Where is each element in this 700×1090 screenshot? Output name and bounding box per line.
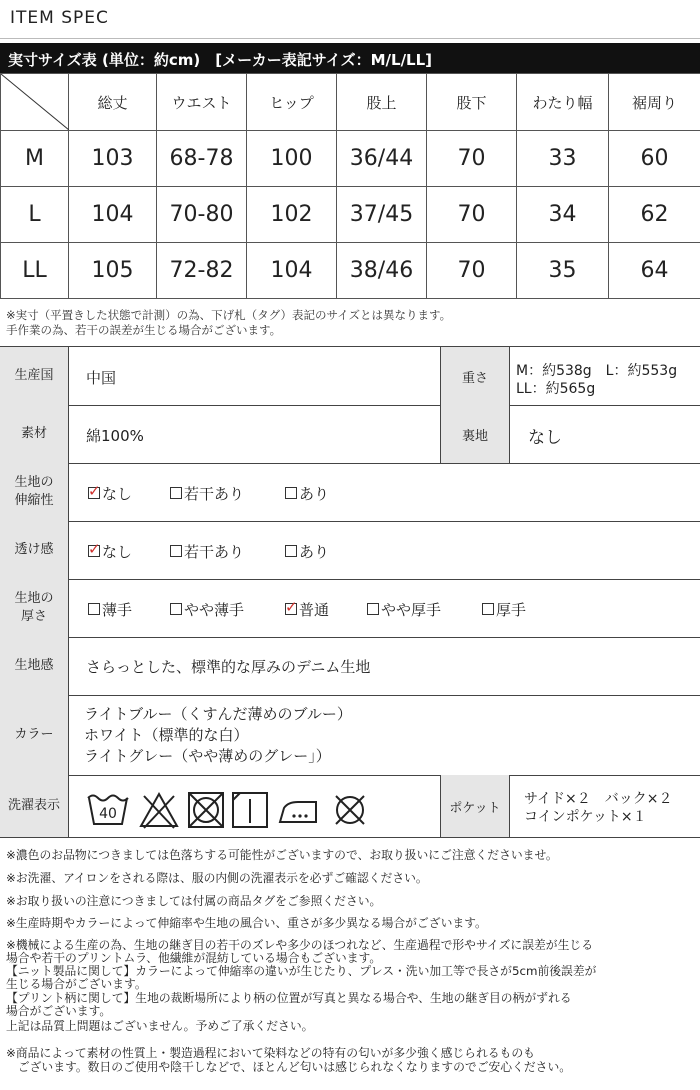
size-table [0,73,700,299]
item-spec-title: ITEM SPEC [10,8,109,28]
checkbox-icon [285,487,297,499]
note-line: ※商品によって素材の性質上・製造過程において染料などの特有の匂いが多少強く感じられるものも [6,1046,535,1060]
size-note-2: 手作業の為、若干の誤差が生じる場合がございます。 [6,323,282,337]
thickness-option: 薄手 [88,599,132,620]
check-mark-icon: ✓ [88,540,101,558]
corner-cell [1,74,69,131]
color-value-1: ライトブルー（くすんだ薄めのブルー） [84,705,352,723]
table-cell: 72-82 [157,243,247,299]
note-line: ※生産時期やカラーによって伸縮率や生地の風合い、重さが多少異なる場合がございます。 [6,916,487,930]
table-cell: 70 [427,243,517,299]
table-cell: 35 [517,243,609,299]
note-line: ございます。数日のご使用や陰干しなどで、ほとんど匂いは感じられなくなりますのでご安心ください。 [6,1060,572,1074]
checkbox-icon [285,545,297,557]
sheer-option: ✓ なし [88,540,133,561]
weight-value-2: LL：約565g [516,381,596,397]
weight-label: 重さ [441,347,509,405]
col-header: ヒップ [247,74,337,131]
material-value: 綿100% [86,427,144,445]
table-cell: 33 [517,131,609,187]
item-spec-title-bar [0,0,700,39]
size-label: M [1,131,69,187]
table-row [1,243,700,299]
note-line: ※濃色のお品物につきましては色落ちする可能性がございますので、お取り扱いにご注意くださいませ。 [6,848,558,862]
thickness-option: ✓ 普通 [285,598,330,619]
lining-label: 裏地 [441,405,509,463]
pocket-value-1: サイド×２ バック×２ [524,791,673,807]
color-label: カラー [0,695,69,775]
col-header: 総丈 [69,74,157,131]
material-label: 素材 [0,405,69,463]
table-cell: 104 [69,187,157,243]
table-cell: 62 [609,187,700,243]
stretch-option: 若干あり [170,483,244,504]
note-line: ※機械による生産の為、生地の継ぎ目の若干のズレや多少のほつれなど、生産過程で形やサイズに誤差が生じる [6,938,593,952]
lining-value: なし [528,428,562,448]
checkbox-checked-icon [88,482,101,500]
size-note-1: ※実寸（平置きした状態で計測）の為、下げ札（タグ）表記のサイズとは異なります。 [6,308,452,322]
col-header: 股下 [427,74,517,131]
sheer-label: 透け感 [0,521,69,579]
table-cell: 100 [247,131,337,187]
table-cell: 38/46 [337,243,427,299]
note-line: ※お取り扱いの注意につきましては付属の商品タグをご参照ください。 [6,894,382,908]
table-cell: 37/45 [337,187,427,243]
col-header: 裾周り [609,74,700,131]
table-cell: 60 [609,131,700,187]
col-header: わたり幅 [517,74,609,131]
size-label: LL [1,243,69,299]
spec-row-color [0,695,700,776]
origin-label: 生産国 [0,347,69,405]
checkbox-icon [170,487,182,499]
table-row [1,187,700,243]
table-cell: 70-80 [157,187,247,243]
sheer-option: 若干あり [170,541,244,562]
spec-row-material [0,405,700,464]
col-header: ウエスト [157,74,247,131]
checkbox-icon [88,603,100,615]
note-line: 場合や若干のプリントムラ、他繊維が混紡している場合もございます。 [6,951,382,965]
divider [509,775,510,837]
spec-row-sheer [0,521,700,580]
table-cell: 104 [247,243,337,299]
note-line: ※お洗濯、アイロンをされる際は、服の内側の洗濯表示を必ずご確認ください。 [6,871,428,885]
wash-label: 洗濯表示 [0,775,69,837]
spec-row-origin [0,347,700,406]
table-cell: 105 [69,243,157,299]
no-dry-clean-icon [330,790,370,830]
checkbox-icon [170,603,182,615]
size-table-header [0,43,700,73]
note-line: 生じる場合がございます。 [6,977,147,991]
table-cell: 70 [427,131,517,187]
table-cell: 64 [609,243,700,299]
line-dry-icon [230,790,270,830]
size-table-header-row [1,74,700,131]
checkbox-icon [367,603,379,615]
thickness-option: 厚手 [482,599,526,620]
note-line: 上記は品質上問題はございません。予めご了承ください。 [6,1019,314,1033]
no-bleach-icon [138,790,180,830]
checkbox-icon [482,603,494,615]
col-header: 股上 [337,74,427,131]
feel-value: さらっとした、標準的な厚みのデニム生地 [86,658,371,676]
size-label: L [1,187,69,243]
note-line: 【プリント柄に関して】生地の裁断場所により柄の位置が写真と異なる場合や、生地の継ぎ目の柄がずれる [6,991,572,1005]
stretch-label: 生地の 伸縮性 [0,463,69,521]
feel-label: 生地感 [0,637,69,695]
checkbox-checked-icon [88,540,101,558]
wash-tub-icon [86,790,130,830]
note-line: 場合がございます。 [6,1004,112,1018]
color-value-3: ライトグレー（やや薄めのグレー」） [84,747,331,765]
thickness-option: やや薄手 [170,599,244,620]
table-cell: 70 [427,187,517,243]
spec-row-stretch [0,463,700,522]
check-mark-icon: ✓ [88,482,101,500]
checkbox-icon [170,545,182,557]
wash-temp-label: 40 [99,806,117,822]
table-cell: 68-78 [157,131,247,187]
pocket-value-2: コインポケット×１ [524,809,647,825]
checkbox-checked-icon [285,598,298,616]
table-cell: 103 [69,131,157,187]
table-cell: 34 [517,187,609,243]
size-table-header-text: 実寸サイズ表 (単位：約cm) [メーカー表記サイズ：M/L/LL] [8,51,433,69]
note-line: 【ニット製品に関して】カラーによって伸縮率の違いが生じたり、プレス・洗い加工等で長さが5cm前後誤差が [6,964,597,978]
table-cell: 102 [247,187,337,243]
origin-value: 中国 [86,369,117,387]
table-cell: 36/44 [337,131,427,187]
stretch-option: あり [285,483,329,504]
stretch-option: ✓ なし [88,482,133,503]
spec-row-feel [0,637,700,696]
check-mark-icon: ✓ [285,598,298,616]
iron-low-icon [276,790,324,830]
spec-row-thickness [0,579,700,638]
sheer-option: あり [285,541,329,562]
divider [509,405,510,463]
thickness-label: 生地の 厚さ [0,579,69,637]
divider [509,347,510,405]
thickness-option: やや厚手 [367,599,441,620]
diagonal-line [1,74,69,130]
color-value-2: ホワイト（標準的な白） [84,726,249,744]
pocket-label: ポケット [441,775,509,837]
table-row [1,131,700,187]
no-tumble-dry-icon [186,790,226,830]
weight-value-1: M：約538g L：約553g [516,363,678,379]
